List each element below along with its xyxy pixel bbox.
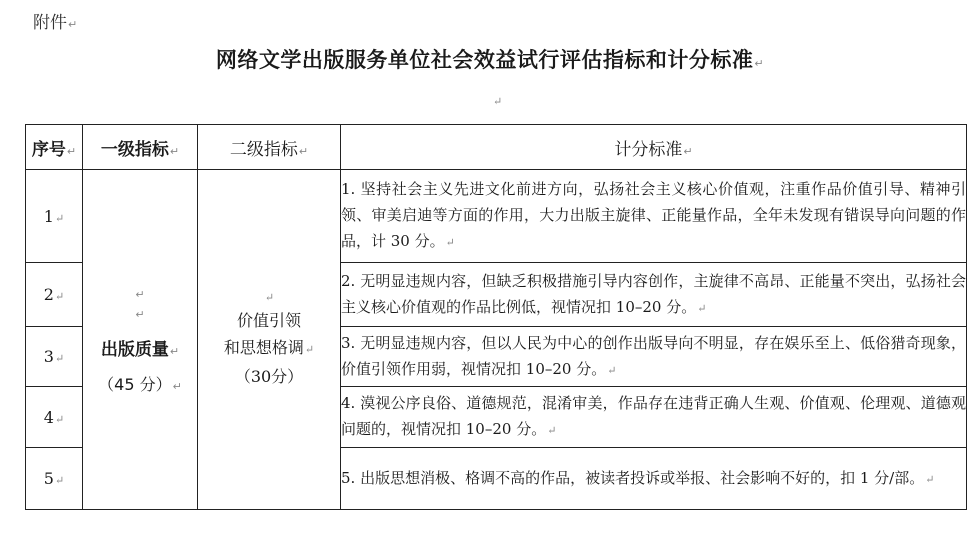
criteria-table bbox=[25, 124, 967, 510]
row-number: 5↵ bbox=[26, 448, 83, 510]
criteria-text: 4. 漠视公序良俗、道德规范，混淆审美，作品存在违背正确人生观、价值观、伦理观、道德观问题的，视情况扣 10–20 分。↵ bbox=[341, 387, 967, 448]
row-number: 2↵ bbox=[26, 263, 83, 327]
level2-cell: ↵ 价值引领 和思想格调↵ （30分） bbox=[198, 170, 341, 510]
page-title: 网络文学出版服务单位社会效益试行评估指标和计分标准↵ bbox=[215, 48, 765, 72]
level1-score: （45 分） bbox=[98, 374, 172, 394]
level2-name-line2: 和思想格调 bbox=[223, 338, 304, 357]
level2-score: （30分） bbox=[234, 367, 304, 386]
paragraph-mark: ↵ bbox=[493, 95, 503, 108]
row-number: 1↵ bbox=[26, 170, 83, 263]
paragraph-mark: ↵ bbox=[135, 287, 145, 301]
criteria-text: 2. 无明显违规内容，但缺乏积极措施引导内容创作，主旋律不高昂、正能量不突出，弘扬社会主义核心价值观的作品比例低，视情况扣 10–20 分。↵ bbox=[341, 263, 967, 327]
paragraph-mark: ↵ bbox=[68, 18, 78, 31]
table-row bbox=[26, 170, 967, 263]
paragraph-mark: ↵ bbox=[135, 307, 145, 321]
header-num: 序号↵ bbox=[26, 125, 83, 170]
criteria-text: 1. 坚持社会主义先进文化前进方向，弘扬社会主义核心价值观，注重作品价值引导、精神引领、审美启迪等方面的作用，大力出版主旋律、正能量作品，全年未发现有错误导向问题的作品，计 30 分。↵ bbox=[341, 170, 967, 263]
level2-name-line1: 价值引领 bbox=[236, 311, 301, 330]
header-level2: 二级指标↵ bbox=[198, 125, 341, 170]
table-header-row bbox=[26, 125, 967, 170]
header-criteria: 计分标准↵ bbox=[341, 125, 967, 170]
header-level1: 一级指标↵ bbox=[83, 125, 198, 170]
attachment-label: 附件↵ bbox=[33, 13, 78, 33]
paragraph-mark: ↵ bbox=[264, 291, 275, 304]
criteria-text: 5. 出版思想消极、格调不高的作品，被读者投诉或举报、社会影响不好的，扣 1 分/部。↵ bbox=[341, 448, 967, 510]
row-number: 3↵ bbox=[26, 327, 83, 387]
level1-name: 出版质量 bbox=[100, 339, 169, 360]
level1-cell: ↵ ↵ 出版质量↵ （45 分）↵ bbox=[83, 170, 198, 510]
criteria-text: 3. 无明显违规内容，但以人民为中心的创作出版导向不明显，存在娱乐至上、低俗猎奇现象，价值引领作用弱，视情况扣 10–20 分。↵ bbox=[341, 327, 967, 387]
paragraph-mark: ↵ bbox=[754, 57, 765, 70]
row-number: 4↵ bbox=[26, 387, 83, 448]
